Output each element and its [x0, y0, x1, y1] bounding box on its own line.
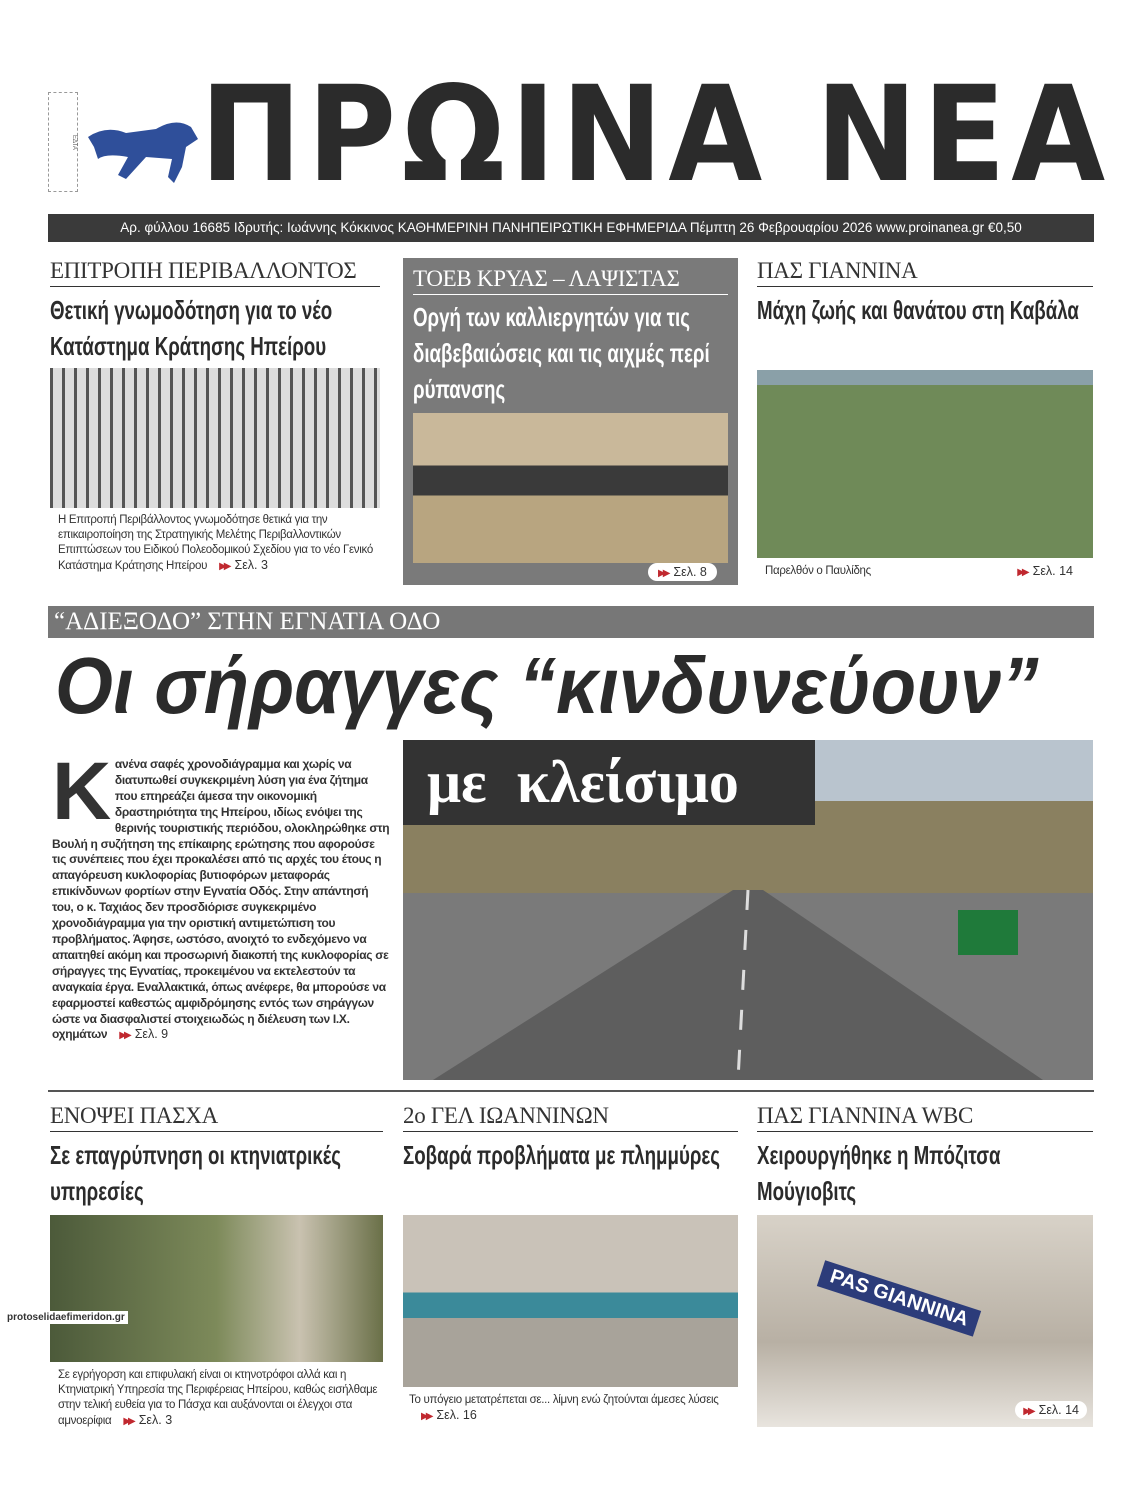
issue-info-bar: Αρ. φύλλου 16685 Ιδρυτής: Ιωάννης Κόκκινος ΚΑΘΗΜΕΡΙΝΗ ΠΑΝΗΠΕΙΡΩΤΙΚΗ ΕΦΗΜΕΡΙΔΑ Πέμπτη 26 Φεβρουαρίου 2026 www.proinanea.gr €0,50	[48, 214, 1094, 242]
lead-subhead-box	[403, 740, 815, 825]
caption-text: Η Επιτροπή Περιβάλλοντος γνωμοδότησε θετικά για την επικαιροποίηση της Στρατηγικής Μελέτης Περιβαλλοντικών Επιπτώσεων του Ειδικού Πολεοδομικού Σχεδίου για το νέο Γενικό Κατάστημα Κράτησης Ηπείρου	[58, 514, 373, 572]
arrow-icon: ▶▶	[658, 568, 668, 579]
story-wbc[interactable]	[757, 1103, 1093, 1427]
page-number: Σελ. 8	[673, 565, 707, 579]
kicker: ΕΝΟΨΕΙ ΠΑΣΧΑ	[50, 1103, 383, 1132]
photo-football-training	[757, 370, 1093, 558]
kicker: 2ο ΓΕΛ ΙΩΑΝΝΙΝΩΝ	[403, 1103, 738, 1132]
page-ref[interactable]	[119, 1027, 168, 1044]
bull-logo-icon	[86, 117, 206, 187]
caption	[757, 564, 1093, 580]
caption-text: Παρελθόν ο Παυλίδης	[765, 565, 871, 577]
kicker: ΕΠΙΤΡΟΠΗ ΠΕΡΙΒΑΛΛΟΝΤΟΣ	[50, 258, 380, 287]
caption	[50, 513, 380, 574]
page-ref[interactable]	[1017, 564, 1073, 580]
watermark: protoselidaefimeridon.gr	[4, 1311, 128, 1324]
story-easter[interactable]	[50, 1103, 383, 1429]
caption-text: Σε εγρήγορση και επιφυλακή είναι οι κτηνοτρόφοι αλλά και η Κτηνιατρική Υπηρεσία της Περιφέρειας Ηπείρου, καθώς εισήλθαμε στην τελική ευθεία για το Πάσχα και αυξάνονται οι έλεγχοι στα αμνοερίφια	[58, 1369, 378, 1427]
kicker: ΠΑΣ ΓΙΑΝΝΙΝΑ	[757, 258, 1093, 287]
photo-meeting-room	[413, 413, 728, 563]
lead-headline[interactable]: Οι σήραγγες “κινδυνεύουν”	[55, 641, 1039, 730]
divider	[48, 1090, 1094, 1092]
seal-icon: ΕΔΤΑ	[48, 92, 78, 192]
page-number: Σελ. 3	[234, 558, 268, 572]
lead-body-text: ανένα σαφές χρονοδιάγραμμα και χωρίς να διατυπωθεί συγκεκριμένη λύση για ένα ζήτημα που επηρεάζει άμεσα την οικονομική δραστηριότητα της Ηπείρου, ιδίως ενόψει της θερινής τουριστικής περιόδου, ολοκληρώθηκε στη Βουλή η συζήτηση της επίκαιρης ερώτησης που αφορούσε τις συνέπειες που έχει προκαλέσει από τις αρχές του έτους η απαγόρευση κυκλοφορίας βυτιοφόρων μεταφοράς επικίνδυνων φορτίων στην Εγνατία Οδός. Στην απάντησή του, ο κ. Ταχιάος δεν προσδιόρισε συγκεκριμένο χρονοδιάγραμμα για την οριστική αντιμετώπιση του προβλήματος. Άφησε, ωστόσο, ανοιχτό το ενδεχόμενο να απαιτηθεί ακόμη και προσωρινή διακοπή της κυκλοφορίας σε σήραγγες της Εγνατίας, προκειμένου να εκτελεστούν τα αναγκαία έργα. Εναλλακτικά, όπως ανέφερε, θα μπορούσε να εφαρμοστεί καθεστώς αμφιδρόμησης εντός των σηράγγων ώστε να διασφαλιστεί στοιχειωδώς η διέλευση των Ι.Χ. οχημάτων	[52, 757, 390, 1042]
arrow-icon: ▶▶	[119, 1030, 129, 1042]
story-pas-giannina[interactable]	[757, 258, 1093, 580]
caption-text: Το υπόγειο μετατρέπεται σε... λίμνη ενώ ζητούνται άμεσες λύσεις	[409, 1394, 719, 1406]
headline: Σε επαγρύπνηση οι κτηνιατρικές υπηρεσίες	[50, 1140, 341, 1206]
arrow-icon: ▶▶	[123, 1416, 133, 1427]
headline: Χειρουργήθηκε η Μπόζιτσα Μούγιοβιτς	[757, 1140, 1001, 1206]
lead-body	[52, 746, 390, 1044]
lead-kicker-bar	[48, 606, 1094, 638]
caption	[50, 1368, 383, 1429]
photo-school	[403, 1215, 738, 1387]
page-number: Σελ. 16	[436, 1408, 477, 1422]
page-number: Σελ. 14	[1038, 1403, 1079, 1417]
headline: Σοβαρά προβλήματα με πλημμύρες	[403, 1140, 721, 1170]
caption	[403, 1393, 738, 1424]
photo-hospital	[757, 1215, 1093, 1427]
page-number: Σελ. 14	[1032, 564, 1073, 578]
drop-cap: Κ	[52, 746, 111, 837]
kicker: ΠΑΣ ΓΙΑΝΝΙΝΑ WBC	[757, 1103, 1093, 1132]
arrow-icon: ▶▶	[1017, 567, 1027, 578]
page-number: Σελ. 9	[134, 1027, 169, 1042]
masthead-title: ΠΡΩΙΝΑ ΝΕΑ	[200, 58, 1111, 212]
story-prison[interactable]	[50, 258, 380, 574]
lead-subhead: με κλείσιμο	[427, 749, 739, 815]
page-ref[interactable]	[219, 558, 268, 574]
arrow-icon: ▶▶	[219, 561, 229, 572]
photo-prison-cells	[50, 368, 380, 508]
page-ref[interactable]	[421, 1408, 477, 1424]
page-number: Σελ. 3	[138, 1413, 173, 1427]
photo-goat	[50, 1215, 383, 1362]
story-school-floods[interactable]	[403, 1103, 738, 1424]
headline: Οργή των καλλιεργητών για τις διαβεβαιώσεις και τις αιχμές περί ρύπανσης	[413, 302, 710, 404]
arrow-icon: ▶▶	[1023, 1406, 1033, 1417]
page-ref[interactable]	[1015, 1401, 1087, 1419]
logo	[48, 92, 208, 192]
kicker: ΤΟΕΒ ΚΡΥΑΣ – ΛΑΨΙΣΤΑΣ	[413, 266, 728, 295]
lead-kicker: “ΑΔΙΕΞΟΔΟ” ΣΤΗΝ ΕΓΝΑΤΙΑ ΟΔΟ	[54, 608, 441, 635]
headline: Μάχη ζωής και θανάτου στη Καβάλα	[757, 295, 1079, 325]
scarf-text: PAS GIANNINA	[817, 1260, 981, 1336]
page-ref[interactable]	[123, 1413, 172, 1429]
headline: Θετική γνωμοδότηση για το νέο Κατάστημα Κράτησης Ηπείρου	[50, 295, 333, 361]
page-ref[interactable]	[648, 563, 717, 581]
story-farmers[interactable]	[403, 258, 738, 585]
arrow-icon: ▶▶	[421, 1411, 431, 1422]
